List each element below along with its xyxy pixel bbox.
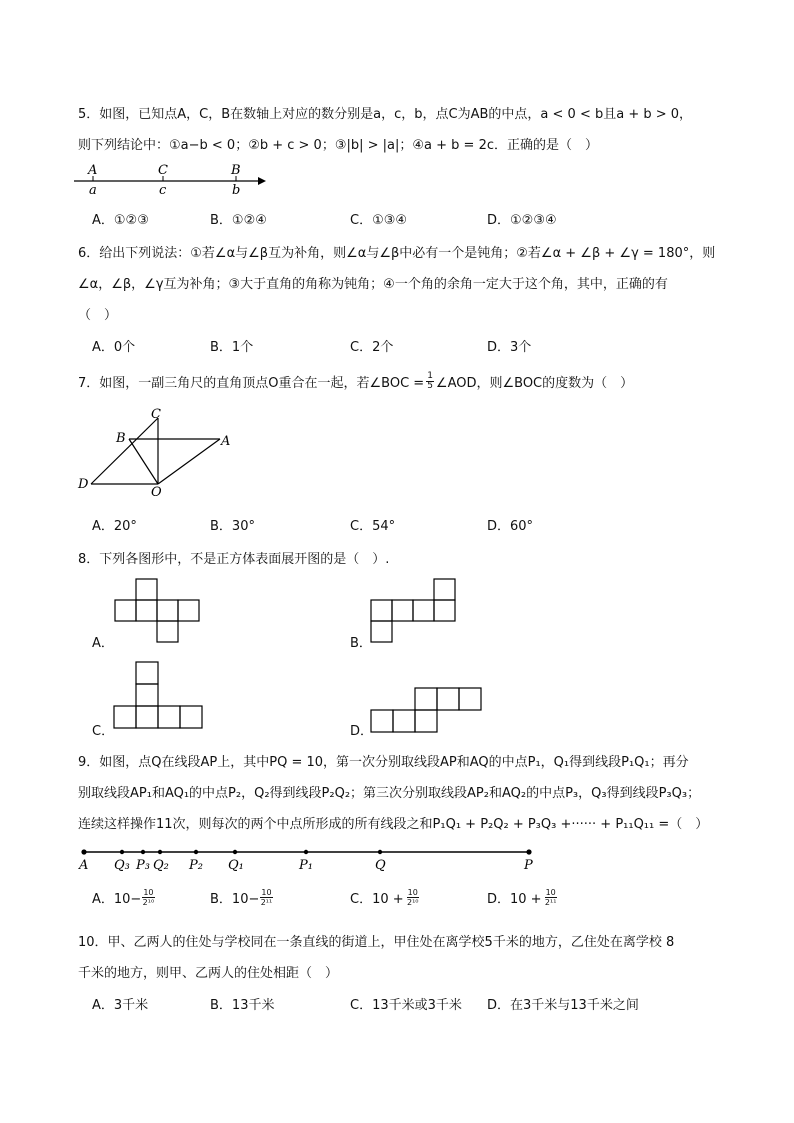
label-q3: Q₃ — [114, 858, 130, 873]
point-label-a: A — [88, 163, 98, 178]
q9-option-d-prefix: D．10 + — [487, 892, 542, 907]
q7-option-d[interactable]: D．60° — [487, 519, 534, 534]
q8-net-a — [112, 578, 204, 646]
value-label-a: a — [89, 183, 97, 198]
dot-p1 — [304, 850, 308, 854]
q7-option-a[interactable]: A．20° — [92, 519, 137, 534]
label-p: P — [524, 858, 533, 873]
label-o: O — [151, 485, 162, 500]
q9-option-a-prefix: A．10− — [92, 892, 142, 907]
q5-number-line — [70, 160, 270, 200]
dot-q1 — [233, 850, 237, 854]
q7-fraction-num: 1 — [427, 371, 433, 381]
fraction-num: 10 — [407, 888, 418, 897]
q8-net-c — [112, 660, 208, 732]
q6-option-c[interactable]: C．2个 — [350, 340, 394, 355]
q10-option-b[interactable]: B．13千米 — [210, 998, 275, 1013]
fraction-den: 2¹⁰ — [142, 898, 155, 907]
q10-line2: 千米的地方，则甲、乙两人的住处相距（ ） — [78, 966, 339, 981]
q10-option-c[interactable]: C．13千米或3千米 — [350, 998, 462, 1013]
point-label-b: B — [231, 163, 241, 178]
q8-option-d[interactable]: D． — [350, 724, 374, 739]
fraction-num: 10 — [143, 888, 154, 897]
q6-option-d[interactable]: D．3个 — [487, 340, 532, 355]
fraction-den: 2¹¹ — [544, 898, 557, 907]
dot-p2 — [194, 850, 198, 854]
segment-bo — [129, 439, 158, 484]
q9-line2: 别取线段AP₁和AQ₁的中点P₂，Q₂得到线段P₂Q₂；第三次分别取线段AP₂和AQ₂的中点P₃，Q₃得到线段P₃Q₃； — [78, 786, 701, 801]
q6-option-a[interactable]: A．0个 — [92, 340, 136, 355]
label-b: B — [116, 431, 126, 446]
q5-option-c[interactable]: C．①③④ — [350, 213, 408, 228]
fraction-den: 2¹⁰ — [406, 898, 419, 907]
q9-line3: 连续这样操作11次，则每次的两个中点所形成的所有线段之和P₁Q₁ + P₂Q₂ + P₃Q₃ +······ + P₁₁Q₁₁ =（ ） — [78, 817, 709, 832]
q9-option-d-fraction — [545, 888, 557, 907]
q6-line1: 6．给出下列说法：①若∠α与∠β互为补角，则∠α与∠β中必有一个是钝角；②若∠α + ∠β + ∠γ = 180°，则 — [78, 246, 716, 261]
q7-option-b[interactable]: B．30° — [210, 519, 255, 534]
q10-option-d[interactable]: D．在3千米与13千米之间 — [487, 998, 639, 1013]
q7-text-pre: 7．如图，一副三角尺的直角顶点O重合在一起，若∠BOC = — [78, 376, 425, 391]
q10-option-a[interactable]: A．3千米 — [92, 998, 149, 1013]
q5-option-b[interactable]: B．①②④ — [210, 213, 267, 228]
fraction-den: 2¹¹ — [260, 898, 273, 907]
label-a: A — [79, 858, 89, 873]
label-q2: Q₂ — [153, 858, 169, 873]
q7-text-post: ∠AOD，则∠BOC的度数为（ ） — [435, 376, 634, 391]
label-d: D — [78, 477, 89, 492]
q6-option-b[interactable]: B．1个 — [210, 340, 254, 355]
dot-q3 — [120, 850, 124, 854]
q7-fraction — [426, 372, 434, 391]
fraction-num: 10 — [545, 888, 556, 897]
label-p2: P₂ — [189, 858, 203, 873]
label-p3: P₃ — [136, 858, 150, 873]
segment-cd — [91, 418, 158, 484]
dot-q — [378, 850, 382, 854]
q8-option-c[interactable]: C． — [92, 724, 115, 739]
segment-ao — [158, 439, 220, 484]
q7-line1 — [78, 372, 633, 391]
label-q: Q — [375, 858, 386, 873]
q9-option-a-fraction — [142, 888, 154, 907]
q5-option-a[interactable]: A．①②③ — [92, 213, 149, 228]
q8-line1: 8．下列各图形中，不是正方体表面展开图的是（ ）. — [78, 552, 390, 567]
q6-line2: ∠α，∠β，∠γ互为补角；③大于直角的角称为钝角；④一个角的余角一定大于这个角，其中，正确的有 — [78, 277, 668, 292]
q7-triangle-figure — [74, 405, 244, 500]
q8-net-d — [370, 686, 486, 734]
q9-segment-figure — [74, 840, 544, 876]
dot-p3 — [141, 850, 145, 854]
number-line-arrow — [258, 177, 266, 185]
q5-line2: 则下列结论中：①a−b < 0；②b + c > 0；③|b| > |a|；④a + b = 2c．正确的是（ ） — [78, 138, 598, 153]
q5-line1: 5．如图，已知点A，C，B在数轴上对应的数分别是a，c，b，点C为AB的中点，a < 0 < b且a + b > 0， — [78, 107, 693, 122]
q9-option-a[interactable] — [92, 888, 155, 907]
q8-option-b[interactable]: B． — [350, 636, 372, 651]
label-p1: P₁ — [299, 858, 313, 873]
q5-option-d[interactable]: D．①②③④ — [487, 213, 557, 228]
q9-option-b[interactable] — [210, 888, 273, 907]
q6-line3: （ ） — [78, 308, 118, 323]
label-a: A — [221, 434, 231, 449]
dot-p — [526, 849, 531, 854]
q9-line1: 9．如图，点Q在线段AP上，其中PQ = 10，第一次分别取线段AP和AQ的中点P₁，Q₁得到线段P₁Q₁；再分 — [78, 755, 689, 770]
label-c: C — [151, 407, 161, 422]
q8-option-a[interactable]: A． — [92, 636, 114, 651]
q7-option-c[interactable]: C．54° — [350, 519, 396, 534]
dot-q2 — [158, 850, 162, 854]
point-label-c: C — [158, 163, 168, 178]
q9-option-d[interactable] — [487, 888, 557, 907]
q9-option-b-prefix: B．10− — [210, 892, 260, 907]
q7-fraction-den: 5 — [427, 381, 433, 391]
value-label-b: b — [232, 183, 241, 198]
q8-net-b — [368, 578, 460, 646]
q9-option-c[interactable] — [350, 888, 419, 907]
dot-a — [81, 849, 86, 854]
q9-option-c-prefix: C．10 + — [350, 892, 404, 907]
fraction-num: 10 — [261, 888, 272, 897]
label-q1: Q₁ — [228, 858, 244, 873]
value-label-c: c — [159, 183, 167, 198]
q10-line1: 10．甲、乙两人的住处与学校同在一条直线的街道上，甲住处在离学校5千米的地方，乙住处在离学校 8 — [78, 935, 675, 950]
q9-option-c-fraction — [407, 888, 419, 907]
q9-option-b-fraction — [260, 888, 272, 907]
